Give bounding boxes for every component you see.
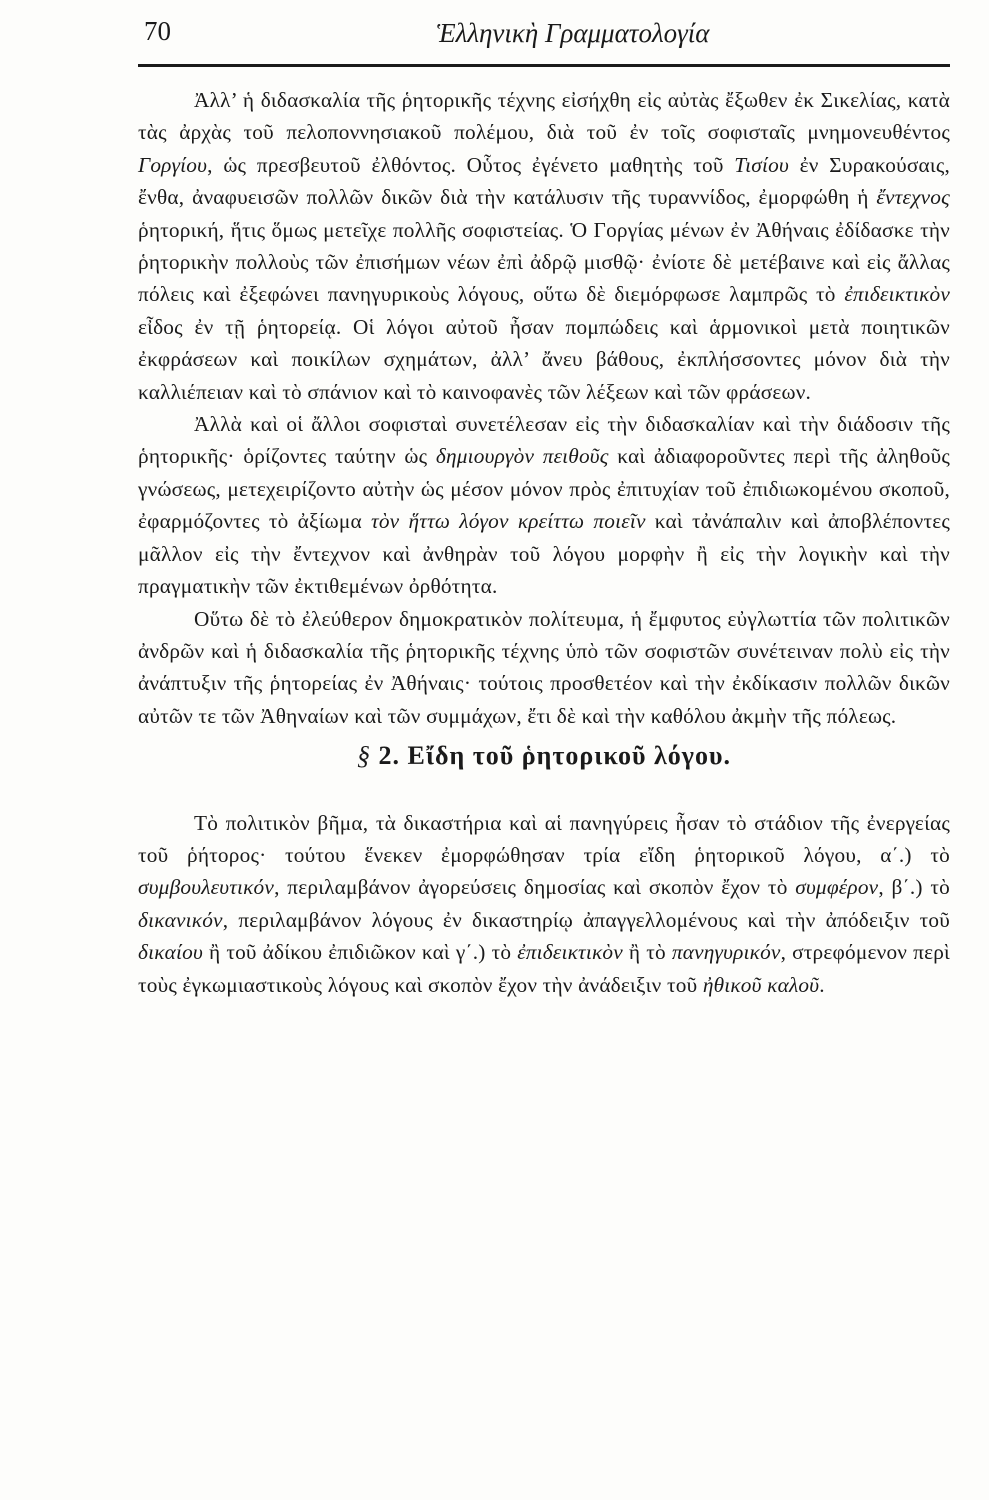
italic-term: συμβουλευτικόν [138,875,275,900]
italic-term: ἐπιδεικτικὸν [517,940,623,965]
paragraph: Ἀλλὰ καὶ οἱ ἄλλοι σοφισταὶ συνετέλεσαν εἰς τὴν διδασκαλίαν καὶ τὴν διάδοσιν τῆς ῥητορικῆς· ὁρίζοντες ταύτην ὡς δημιουργὸν πειθοῦς καὶ ἀδιαφοροῦντες περὶ τῆς ἀληθοῦς γνώσεως, μετεχειρίζοντο αὐτὴν ὡς μέσον μόνον πρὸς ἐπιτυχίαν τοῦ ἐπιδιωκομένου σκοποῦ, ἐφαρμόζοντες τὸ ἀξίωμα τὸν ἥττω λόγον κρείττω ποιεῖν καὶ τἀνάπαλιν καὶ ἀποβλέποντες μᾶλλον εἰς τὴν ἔντεχνον καὶ ἀνθηρὰν τοῦ λόγου μορφὴν ἢ εἰς τὴν λογικὴν καὶ τὴν πραγματικὴν τῶν ἐκτιθεμένων ὀρθότητα. [138,412,950,599]
page-number: 70 [144,16,171,46]
header-rule [138,64,950,67]
italic-term: δικαίου [138,940,203,965]
body-text [138,84,950,1001]
section-heading [138,740,950,772]
running-title: Ἑλληνικὴ Γραμματολογία [436,18,710,48]
italic-term: ἔντεχνος [876,185,950,210]
italic-term: Τισίου [734,152,789,177]
section-symbol: § [357,741,372,771]
italic-term: συμφέρον [795,875,879,900]
italic-term: πανηγυρικόν [671,940,781,965]
italic-term: δημιουργὸν πειθοῦς [435,444,609,469]
paragraph: Ἀλλ’ ἡ διδασκαλία τῆς ῥητορικῆς τέχνης εἰσήχθη εἰς αὐτὰς ἔξωθεν ἐκ Σικελίας, κατὰ τὰς ἀρχὰς τοῦ πελοποννησιακοῦ πολέμου, διὰ τοῦ ἐν τοῖς σοφισταῖς μνημονευθέντος Γοργίου, ὡς πρεσβευτοῦ ἐλθόντος. Οὗτος ἐγένετο μαθητὴς τοῦ Τισίου ἐν Συρακούσαις, ἔνθα, ἀναφυεισῶν πολλῶν δικῶν διὰ τὴν κατάλυσιν τῆς τυραννίδος, ἐμορφώθη ἡ ἔντεχνος ῥητορική, ἥτις ὅμως μετεῖχε πολλῆς σοφιστείας. Ὁ Γοργίας μένων ἐν Ἀθήναις ἐδίδασκε τὴν ῥητορικὴν πολλοὺς τῶν ἐπισήμων νέων ἐπὶ ἀδρῷ μισθῷ· ἐνίοτε δὲ μετέβαινε καὶ εἰς ἄλλας πόλεις καὶ ἐξεφώνει πανηγυρικοὺς λόγους, οὕτω δὲ διεμόρφωσε λαμπρῶς τὸ ἐπιδεικτικὸν εἶδος ἐν τῇ ῥητορείᾳ. Οἱ λόγοι αὐτοῦ ἦσαν πομπώδεις καὶ ἁρμονικοὶ μετὰ ποιητικῶν ἐκφράσεων καὶ ποικίλων σχημάτων, ἀλλ’ ἄνευ βάθους, ἐκπλήσσοντες μόνον διὰ τὴν καλλιέπειαν καὶ τὸ σπάνιον καὶ τὸ καινοφανὲς τῶν λέξεων καὶ τῶν φράσεων. [138,88,951,404]
italic-term: ἠθικοῦ καλοῦ [702,972,820,997]
italic-term: Γοργίου [138,152,208,177]
italic-term: τὸν ἥττω λόγον κρείττω ποιεῖν [371,509,646,534]
italic-term: ἐπιδεικτικὸν [844,282,950,307]
section-number: 2. [378,741,401,771]
paragraph: Οὕτω δὲ τὸ ἐλεύθερον δημοκρατικὸν πολίτευμα, ἡ ἔμφυτος εὐγλωττία τῶν πολιτικῶν ἀνδρῶν καὶ ἡ διδασκαλία τῆς ῥητορικῆς τέχνης ὑπὸ τῶν σοφιστῶν συνέτειναν πολὺ εἰς τὴν ἀνάπτυξιν τῆς ῥητορείας ἐν Ἀθήναις· τούτοις προσθετέον καὶ τὴν ἐκδίκασιν πολλῶν δικῶν αὐτῶν τε τῶν Ἀθηναίων καὶ τῶν συμμάχων, ἔτι δὲ καὶ τὴν καθόλου ἀκμὴν τῆς πόλεως. [138,606,950,728]
section-title: Εἴδη τοῦ ῥητορικοῦ λόγου. [407,741,731,771]
running-head [138,10,948,60]
paragraph: Τὸ πολιτικὸν βῆμα, τὰ δικαστήρια καὶ αἱ πανηγύρεις ἦσαν τὸ στάδιον τῆς ἐνεργείας τοῦ ῥήτορος· τούτου ἕνεκεν ἐμορφώθησαν τρία εἴδη ῥητορικοῦ λόγου, α΄.) τὸ συμβουλευτικόν, περιλαμβάνον ἀγορεύσεις δημοσίας καὶ σκοπὸν ἔχον τὸ συμφέρον, β΄.) τὸ δικανικόν, περιλαμβάνον λόγους ἐν δικαστηρίῳ ἀπαγγελλομένους καὶ τὴν ἀπόδειξιν τοῦ δικαίου ἢ τοῦ ἀδίκου ἐπιδιῶκον καὶ γ΄.) τὸ ἐπιδεικτικὸν ἢ τὸ πανηγυρικόν, στρεφόμενον περὶ τοὺς ἐγκωμιαστικοὺς λόγους καὶ σκοπὸν ἔχον τὴν ἀνάδειξιν τοῦ ἠθικοῦ καλοῦ. [138,810,950,997]
italic-term: δικανικόν [138,907,223,932]
